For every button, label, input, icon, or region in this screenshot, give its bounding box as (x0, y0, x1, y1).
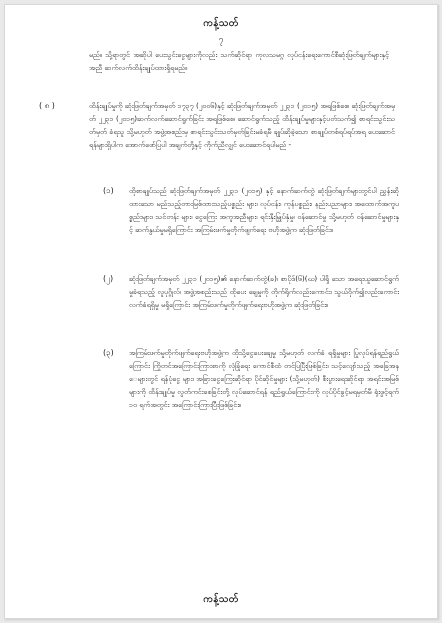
list-item-text: အကြမ်းဖက်မှုတိုက်ဖျက်ရေးဗဟိုအဖွဲ့က ထိုသို့ငွေပေးချေမှု သို့မဟုတ် လက်ခံ ရရှိမှုများ ပြုလုပ်ရန်ရည်ရွယ်ကြောင်း ကြိုတင်အကြောင်းကြားစာကို လုံခြုံရေး ကောင်စီထံ တင်ပြပြီးဖြစ်ခြင်း၊ သင့်လျော်သည့် အခြေအနေများတွင် ရန်ပုံငွေ များ၊ အခြားငွေကြေးဆိုင်ရာ ပိုင်ဆိုင်မှုများ (သို့မဟုတ်) စီးပွားရေးဆိုင်ရာ အရင်းအမြစ်များကို ထိန်းချုပ်မှု လွတ်ကင်းစေခြင်းတို့ လုပ်ဆောင်ရန် ရည်ရွယ်ကြောင်းကို လုပ်ပိုင်ခွင့်မရမှတ်မီ ရုံးဖွင့်ရက် ၁၀ ရက်အတွင်း အကြောင်းကြားပြီးဖြစ်ခြင်း။ (129, 348, 399, 409)
section-number: ( ၈ ) (39, 101, 55, 110)
page-number: ၇ (218, 35, 224, 45)
list-item-text: ဆုံးဖြတ်ချက်အမှတ် ၂၂၃၁ (၂၀၁၅)၏ နောက်ဆက်တွဲ(ခ)၊ စာပိုဒ်(၆)(ဃ) ပါရှိ သော အရေးယူဆောင်ရွက်မှုခံရသည့် လူပုဂ္ဂိုလ်၊ အဖွဲ့အစည်းသည် ထိုပေး ချေမှုကို တိုက်ရိုက်လည်းကောင်း၊ သွယ်ဝိုက်၍လည်းကောင်း လက်ခံရရှိမှု မရှိကြောင်း အကြမ်းဖက်မှုတိုက်ဖျက်ရေးဗဟိုအဖွဲ့က ဆုံးဖြတ်ခြင်း။ (129, 274, 399, 309)
list-item-text: ထိုစာချုပ်သည် ဆုံးဖြတ်ချက်အမှတ် ၂၂၃၁ (၂၀၁၅) နှင့် နောက်ဆက်တွဲ ဆုံးဖြတ်ချက်များတွင်ပါ ညွှန်းဆိုထားသော မည်သည့်တားမြစ်ထားသည့်ပစ္စည်း များ၊ လုပ်ငန်း၊ ကုန်ပစ္စည်း၊ နည်းပညာများ၊ အထောက်အကူပစ္စည်းများ၊ သင်တန်း များ၊ ငွေကြေး အကူအညီများ၊ ရင်းနှီးမြှုပ်နှံမှု၊ ဝန်ဆောင်မှု သို့မဟုတ် ဝန်ဆောင်မှုများနှင့် ဆက်နွယ်မှုမရှိကြောင်း အကြမ်းဖက်မှုတိုက်ဖျက်ရေး ဗဟိုအဖွဲ့က ဆုံးဖြတ်ခြင်း။ (129, 186, 399, 234)
section-paragraph: ထိန်းချုပ်မှုကို ဆုံးဖြတ်ချက်အမှတ် ၁၇၃၇ (၂၀၀၆)နှင့် ဆုံးဖြတ်ချက်အမှတ် ၂၂၃၁ (၂၀၁၅) အရဖြစ်စေ၊ ဆုံးဖြတ်ချက်အမှတ် ၂၂၃၁ (၂၀၁၅)ဆက်လက်ဆောင်ရွက်ခြင်း အရဖြစ်စေ၊ ဆောင်ရွက်သည့် ထိန်းချုပ်မှုများနှင့်ပတ်သက်၍ စာရင်းသွင်းသတ်မှတ် ခံရသူ သို့မဟုတ် အဖွဲ့အစည်းမှ စာရင်းသွင်းသတ်မှတ်ခြင်းမခံရမီ ချုပ်ဆိုခဲ့သော စာချုပ်တစ်ရပ်ရပ်အရ ပေးဆောင်ရန်များရှိပါက အောက်ဖော်ပြပါ အချက်တို့နှင့် ကိုက်ညီလျှင် ပေးဆောင်ရပါမည် - (89, 101, 395, 149)
list-item-number: (၁) (103, 186, 114, 195)
classification-header: ကန့်သတ် (203, 18, 239, 29)
list-item-number: (၂) (103, 274, 114, 283)
list-item-number: (၃) (103, 348, 114, 357)
classification-footer: ကန့်သတ် (203, 594, 239, 605)
document-page (4, 4, 438, 619)
intro-paragraph: မည်။ သို့ရာတွင် အဆိုပါ ပေးသွင်းငွေများကိုလည်း သက်ဆိုင်ရာ ကုလသမဂ္ဂ လုပ်ငန်းရေးကောင်စီဆုံးဖြတ်ချက်များနှင့်အညီ ဆက်လက်ထိန်းချုပ်ထားရှိရမည်။ (89, 50, 389, 72)
